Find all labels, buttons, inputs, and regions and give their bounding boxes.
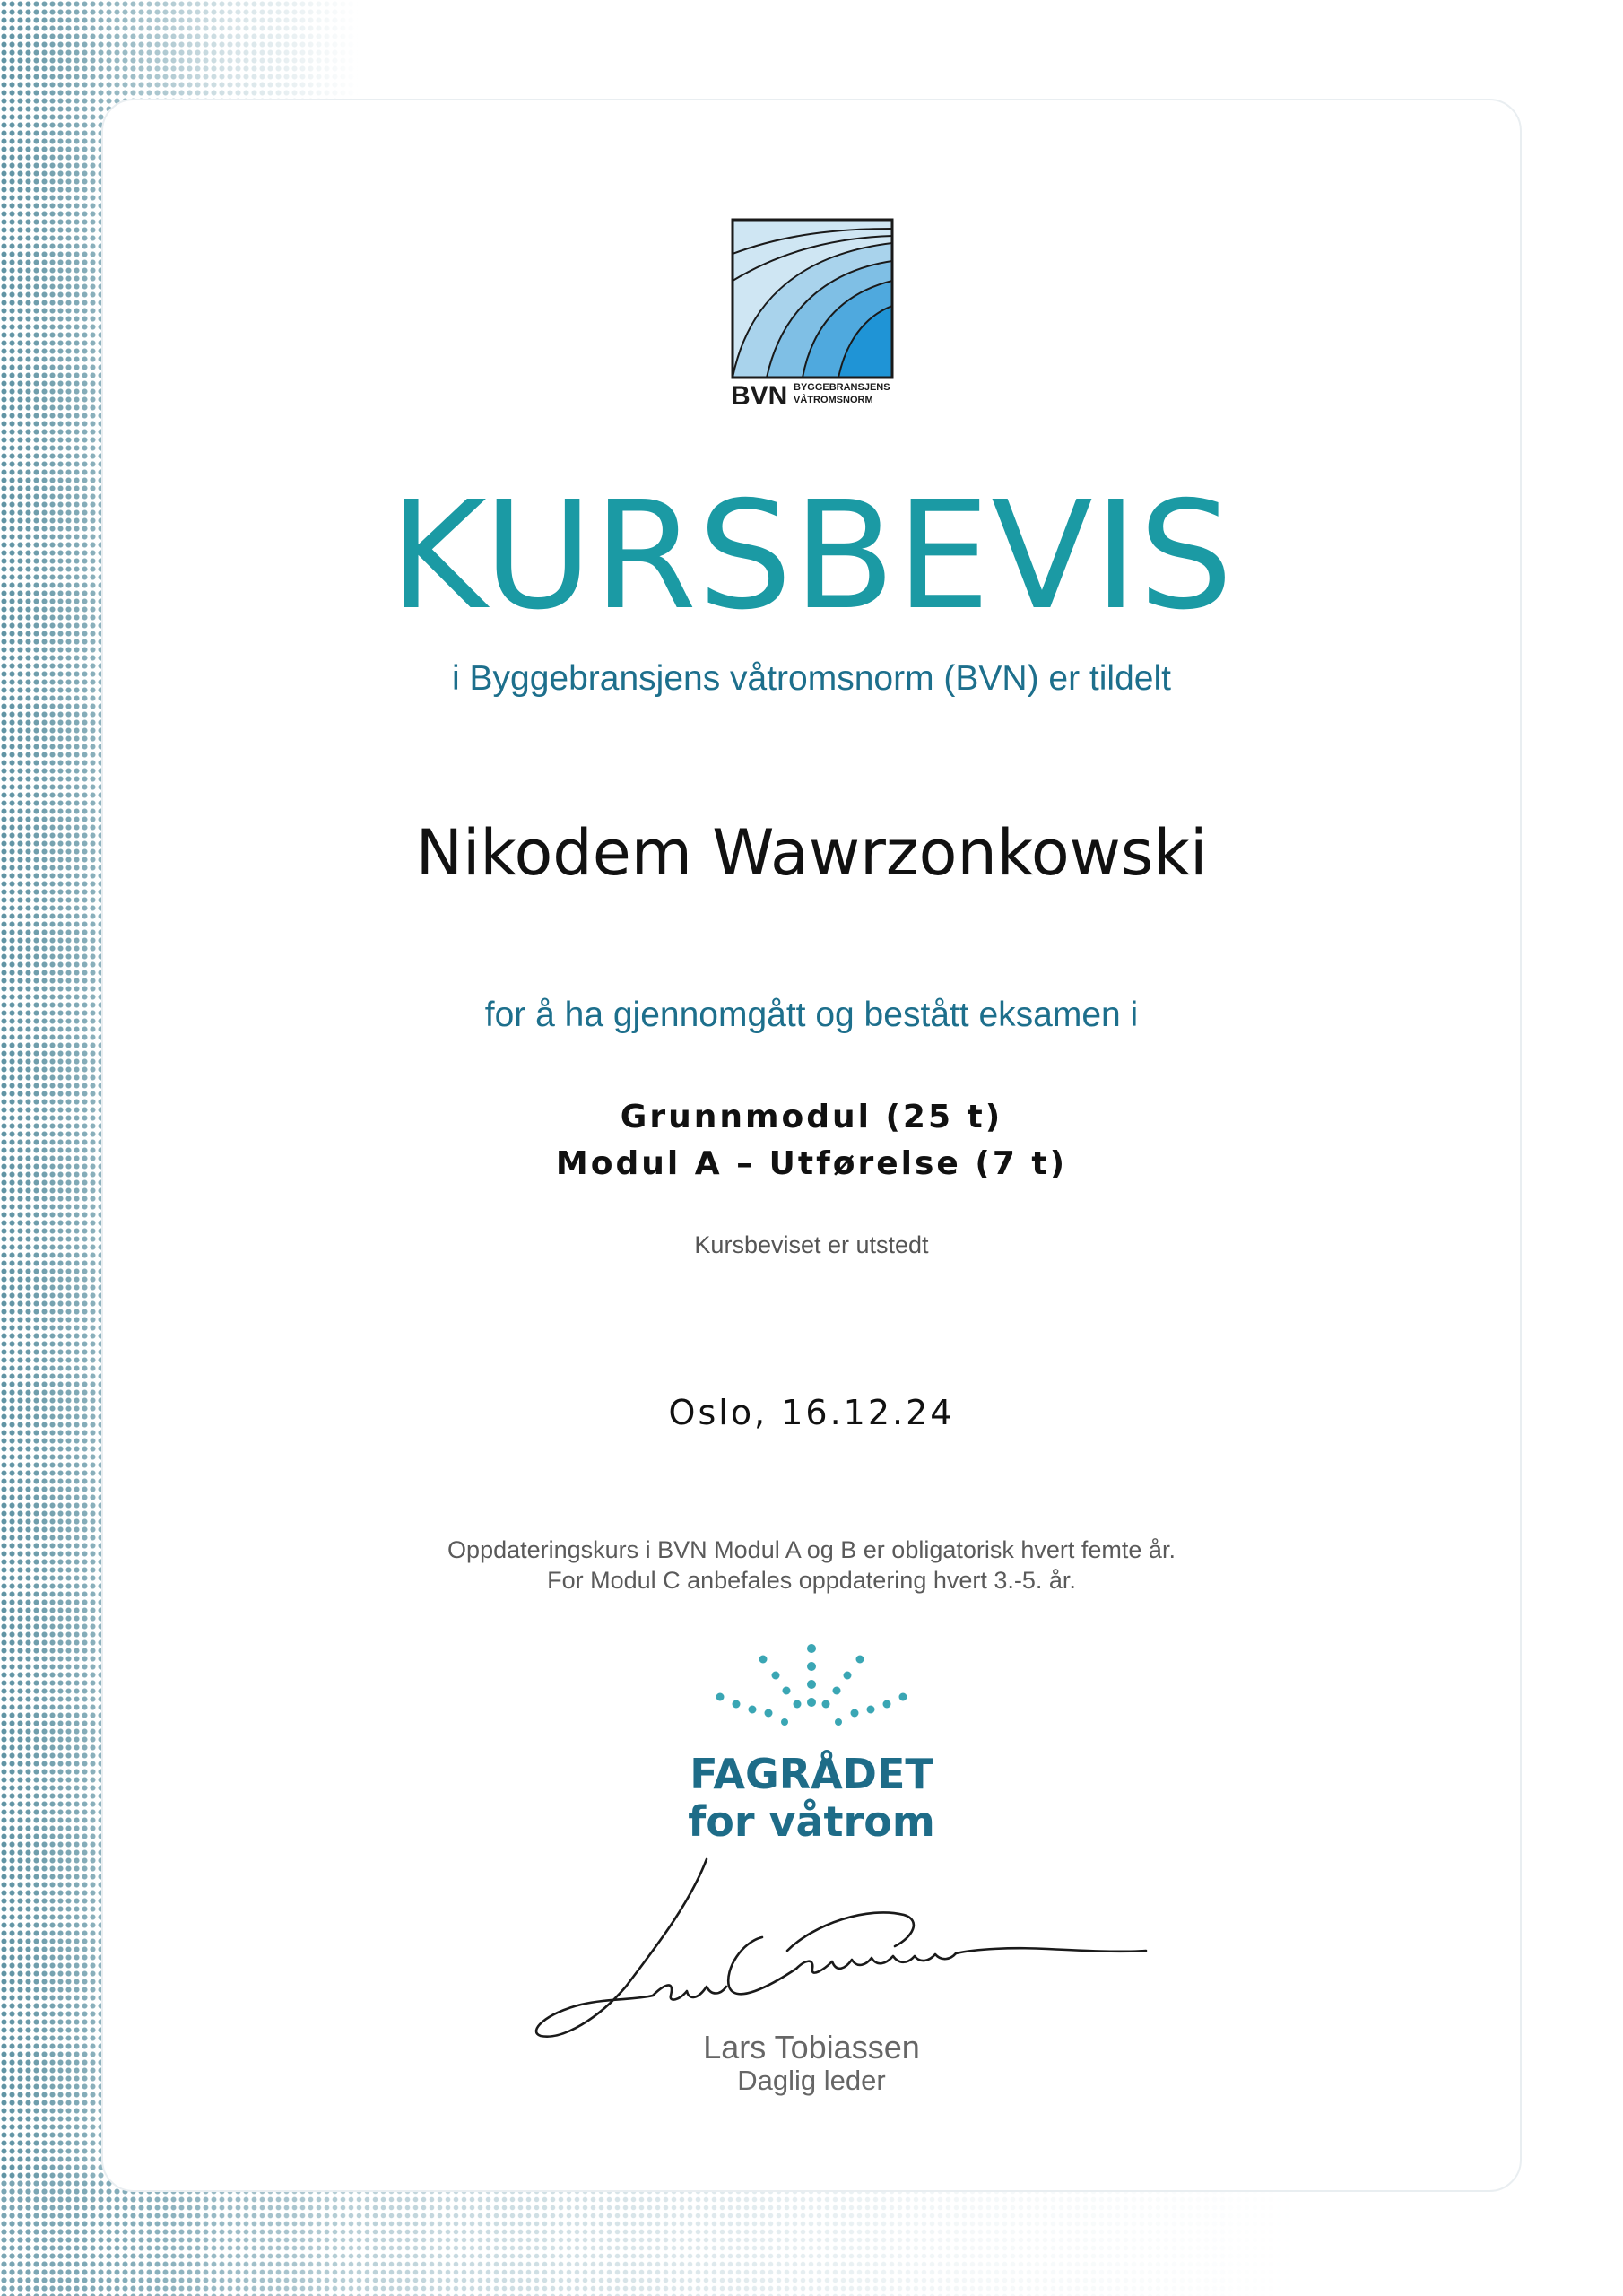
bvn-logo-abbr: BVN [731, 381, 788, 408]
signature [527, 1852, 1155, 2049]
bvn-logo-line1: BYGGEBRANSJENS [794, 382, 890, 393]
update-note: Oppdateringskurs i BVN Modul A og B er obligatorisk hvert femte år. [447, 1536, 1176, 1563]
signer-role: Daglig leder [737, 2065, 886, 2096]
place-date: Oslo, 16.12.24 [668, 1393, 955, 1432]
update-note: For Modul C anbefales oppdatering hvert 3.-5. år. [547, 1567, 1076, 1594]
issued-label: Kursbeviset er utstedt [694, 1231, 929, 1258]
certificate-subtitle: i Byggebransjens våtromsnorm (BVN) er tildelt [452, 659, 1171, 698]
signer-name: Lars Tobiassen [703, 2029, 920, 2066]
certificate-title: KURSBEVIS [388, 470, 1235, 643]
bvn-logo [731, 218, 894, 408]
fagradet-logo-line2: for våtrom [688, 1797, 935, 1846]
exam-intro: for å ha gjennomgått og bestått eksamen i [484, 996, 1139, 1034]
module-item: Modul A – Utførelse (7 t) [555, 1145, 1068, 1182]
bvn-logo-line2: VÅTROMSNORM [794, 395, 873, 405]
fagradet-logo-dots [713, 1641, 910, 1731]
dotted-border-bottom [0, 2179, 1623, 2296]
recipient-name: Nikodem Wawrzonkowski [415, 816, 1208, 890]
fagradet-logo-line1: FAGRÅDET [690, 1750, 933, 1798]
module-item: Grunnmodul (25 t) [620, 1099, 1003, 1135]
